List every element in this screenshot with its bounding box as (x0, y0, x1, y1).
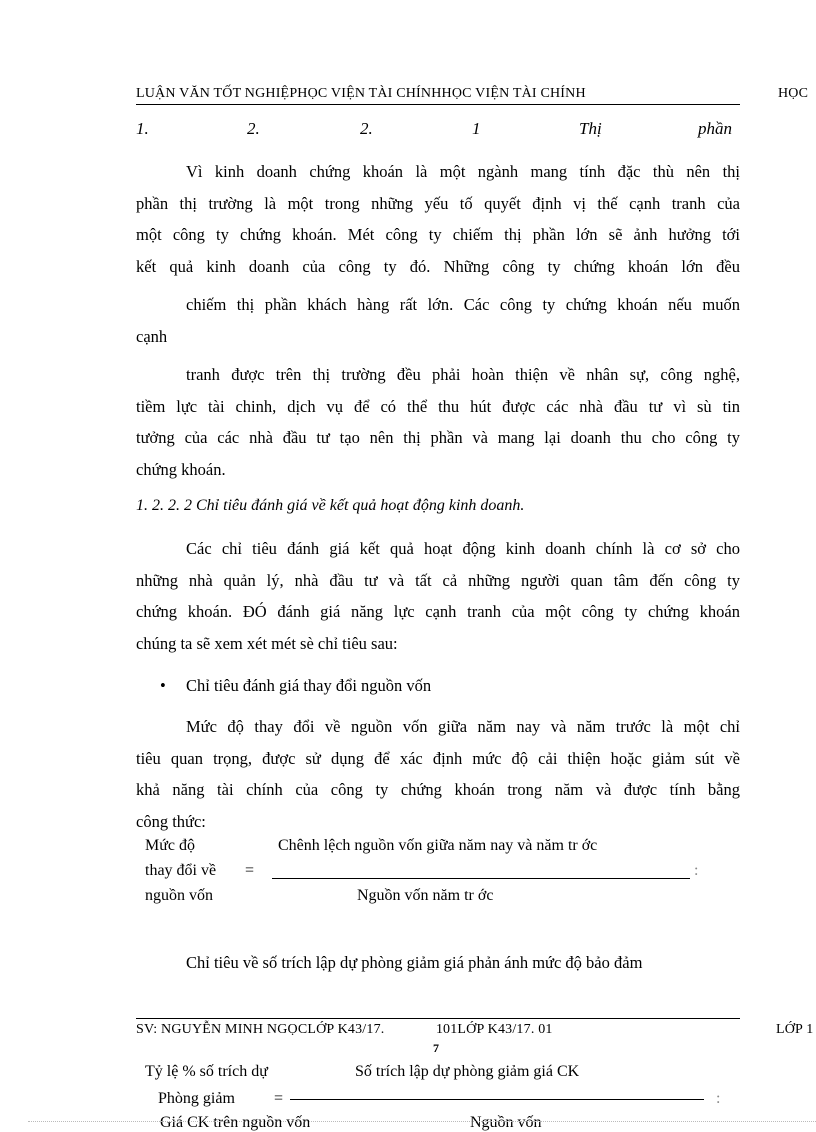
text-line: tiềm lực tài chinh, dịch vụ để có thể thu hút được các nhà đầu tư vì sù tin (136, 396, 740, 416)
footer-rule (136, 1018, 740, 1019)
formula-equals: = (245, 862, 255, 879)
text-line: công thức: (136, 811, 206, 831)
section-title-word: phần (698, 119, 732, 138)
paragraph-capital-change (136, 711, 740, 831)
paragraph-provision: Chỉ tiêu về số trích lập dự phòng giảm giá phản ánh mức độ bảo đảm (186, 953, 643, 972)
text-line: một công ty chứng khoán. Mét công ty chiếm thị phần lớn sẽ ảnh hưởng tới (136, 225, 740, 244)
text-line: Vì kinh doanh chứng khoán là một ngành mang tính đặc thù nên thị (186, 162, 740, 181)
footer-right: LỚP 1 (776, 1022, 814, 1037)
bullet-icon: • (160, 676, 166, 695)
text-line: cạnh (136, 326, 168, 346)
section-number-part: 2. (360, 119, 373, 138)
text-line: kết quả kinh doanh của công ty đó. Những công ty chứng khoán lớn đều (136, 256, 740, 276)
paragraph-market-share (136, 156, 740, 282)
formula-lhs-line: Phòng giảm (158, 1090, 235, 1107)
header-rule (136, 104, 740, 105)
text-line: tưởng của các nhà đầu tư tạo nên thị phần và mang lại doanh thu cho công ty (136, 428, 740, 447)
text-line: những nhà quản lý, nhà đầu tư và tất cả những người quan tâm đến công ty (136, 570, 740, 590)
formula-lhs-line: Giá CK trên nguồn vốn (160, 1114, 311, 1131)
text-line: tranh được trên thị trường đều phải hoàn thiện về nhân sự, công nghệ, (186, 365, 740, 384)
page-edge-dotted-rule (28, 1121, 816, 1122)
section-number-part: 1 (472, 119, 481, 138)
text-line: chứng khoán. (136, 459, 226, 479)
footer-page-number: 7 (433, 1041, 439, 1055)
text-line: chúng ta sẽ xem xét mét sè chỉ tiêu sau: (136, 633, 398, 653)
formula-tail: : (716, 1090, 721, 1107)
section-number-part: 1. (136, 119, 149, 138)
text-line: khả năng tài chính của công ty chứng khoán trong năm và được tính bằng (136, 780, 740, 799)
section-title-word: Thị (579, 119, 602, 138)
formula-numerator: Số trích lập dự phòng giảm giá CK (355, 1063, 580, 1080)
formula-equals: = (274, 1090, 284, 1107)
bullet-item: Chỉ tiêu đánh giá thay đổi nguồn vốn (186, 676, 432, 695)
text-line: chứng khoán. ĐÓ đánh giá năng lực cạnh tranh của một công ty chứng khoán (136, 602, 740, 621)
formula-denominator: Nguồn vốn (470, 1114, 542, 1131)
fraction-bar (272, 878, 690, 879)
footer-class: 01LỚP K43/17. 01 (443, 1022, 553, 1037)
subsection-heading: 1. 2. 2. 2 Chỉ tiêu đánh giá về kết quả hoạt động kinh doanh. (136, 497, 525, 514)
running-header-right: HỌC (778, 86, 809, 101)
formula-denominator: Nguồn vốn năm tr ớc (357, 887, 494, 904)
formula-lhs-line: thay đổi về (145, 862, 217, 879)
footer-page-number: 1 (436, 1022, 444, 1037)
section-number-part: 2. (247, 119, 260, 138)
formula-lhs-line: nguồn vốn (145, 887, 213, 904)
paragraph-competition (136, 359, 740, 485)
footer-student: SV: NGUYỄN MINH NGỌCLỚP K43/17. (136, 1022, 385, 1037)
fraction-bar (290, 1099, 704, 1100)
formula-lhs-line: Tỷ lệ % số trích dự (145, 1063, 268, 1080)
paragraph-customer-share (136, 289, 740, 352)
formula-lhs-line: Mức độ (145, 837, 195, 854)
running-header: LUẬN VĂN TỐT NGHIỆPHỌC VIỆN TÀI CHÍNHHỌC VIỆN TÀI CHÍNH (136, 86, 586, 101)
text-line: phần thị trường là một trong những yếu tố quyết định vị thế cạnh tranh của (136, 193, 740, 213)
formula-tail: : (694, 862, 699, 879)
text-line: tiêu quan trọng, được sử dụng để xác định mức độ cải thiện hoặc giảm sút về (136, 748, 740, 768)
text-line: chiếm thị phần khách hàng rất lớn. Các công ty chứng khoán nếu muốn (186, 295, 740, 314)
text-line: Mức độ thay đổi về nguồn vốn giữa năm nay và năm trước là một chỉ (186, 717, 740, 736)
text-line: Các chỉ tiêu đánh giá kết quả hoạt động kinh doanh chính là cơ sở cho (186, 539, 740, 558)
paragraph-indicators (136, 533, 740, 659)
formula-numerator: Chênh lệch nguồn vốn giữa năm nay và năm tr ớc (278, 837, 598, 854)
